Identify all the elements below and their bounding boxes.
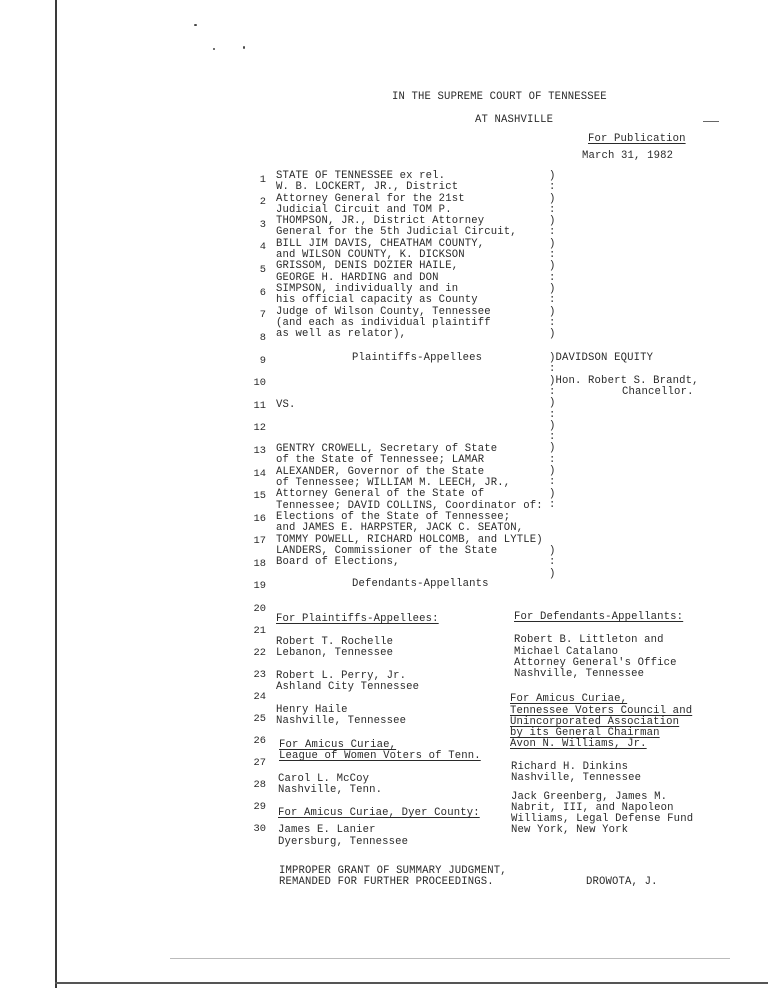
venue: )DAVIDSON EQUITY bbox=[549, 352, 654, 364]
counsel-line: Lebanon, Tennessee bbox=[276, 647, 394, 659]
caption-bracket-column: ) : ) : ) : ) : ) : ) : ) : ) bbox=[549, 170, 556, 341]
line-number: 25 bbox=[253, 713, 266, 725]
plaintiffs-line: as well as relator), bbox=[276, 328, 407, 340]
line-number: 7 bbox=[259, 309, 266, 321]
amicus-voters-council-line: Tennessee Voters Council and bbox=[510, 705, 693, 717]
plaintiffs-role: Plaintiffs-Appellees bbox=[352, 352, 483, 364]
defendants-line: of Tennessee; WILLIAM M. LEECH, JR., bbox=[276, 477, 511, 489]
publication-status: For Publication bbox=[588, 133, 686, 145]
line-number: 5 bbox=[259, 264, 266, 276]
caption-bracket-column: : ) : ) : ) : ) : ) : bbox=[549, 386, 556, 511]
plaintiffs-line: GRISSOM, DENIS DOZIER HAILE, bbox=[276, 260, 459, 272]
plaintiffs-line: (and each as individual plaintiff bbox=[276, 317, 491, 329]
plaintiffs-line: STATE OF TENNESSEE ex rel. bbox=[276, 170, 446, 182]
line-number: 29 bbox=[253, 801, 266, 813]
amicus-voters-council-line: Avon N. Williams, Jr. bbox=[510, 738, 647, 750]
opinion-author: DROWOTA, J. bbox=[586, 876, 658, 888]
line-number: 19 bbox=[253, 580, 266, 592]
counsel-heading-defendants: For Defendants-Appellants: bbox=[514, 611, 684, 623]
plaintiffs-line: his official capacity as County bbox=[276, 294, 478, 306]
defendants-line: Elections of the State of Tennessee; bbox=[276, 511, 511, 523]
line-number: 20 bbox=[253, 603, 266, 615]
plaintiffs-line: Judicial Circuit and TOM P. bbox=[276, 204, 452, 216]
counsel-line: Nabrit, III, and Napoleon bbox=[511, 802, 674, 814]
scan-speck bbox=[194, 24, 197, 26]
amicus-heading-dyer: For Amicus Curiae, Dyer County: bbox=[278, 807, 480, 819]
line-number: 1 bbox=[259, 174, 266, 186]
line-number: 27 bbox=[253, 757, 266, 769]
line-number: 23 bbox=[253, 669, 266, 681]
counsel-line: New York, New York bbox=[511, 824, 629, 836]
defendants-line: ALEXANDER, Governor of the State bbox=[276, 466, 485, 478]
counsel-line: Jack Greenberg, James M. bbox=[511, 791, 668, 803]
scan-edge-left bbox=[55, 0, 57, 988]
counsel-line: Dyersburg, Tennessee bbox=[278, 836, 409, 848]
line-number: 9 bbox=[259, 355, 266, 367]
line-number: 3 bbox=[259, 219, 266, 231]
judge-line-2: Chancellor. bbox=[622, 386, 694, 398]
plaintiffs-line: W. B. LOCKERT, JR., District bbox=[276, 181, 459, 193]
defendants-line: Attorney General of the State of bbox=[276, 488, 485, 500]
counsel-line: Ashland City Tennessee bbox=[276, 681, 420, 693]
caption-bracket-column: ) : ) bbox=[549, 545, 556, 580]
counsel-line: Carol L. McCoy bbox=[278, 773, 370, 785]
plaintiffs-line: GEORGE H. HARDING and DON bbox=[276, 272, 439, 284]
line-number: 24 bbox=[253, 691, 266, 703]
defendants-line: LANDERS, Commissioner of the State bbox=[276, 545, 498, 557]
defendants-line: of the State of Tennessee; LAMAR bbox=[276, 454, 485, 466]
defendants-role: Defendants-Appellants bbox=[352, 578, 489, 590]
decision-date: March 31, 1982 bbox=[582, 150, 674, 162]
line-number: 15 bbox=[253, 490, 266, 502]
line-number: 22 bbox=[253, 647, 266, 659]
plaintiffs-line: General for the 5th Judicial Circuit, bbox=[276, 226, 517, 238]
plaintiffs-line: BILL JIM DAVIS, CHEATHAM COUNTY, bbox=[276, 238, 485, 250]
counsel-line: Robert T. Rochelle bbox=[276, 636, 394, 648]
line-number: 18 bbox=[253, 558, 266, 570]
defendants-line: and JAMES E. HARPSTER, JACK C. SEATON, bbox=[276, 522, 524, 534]
scan-speck bbox=[213, 48, 215, 50]
scan-speck bbox=[243, 46, 245, 49]
counsel-line: Nashville, Tenn. bbox=[278, 784, 383, 796]
line-number: 4 bbox=[259, 241, 266, 253]
judge-line-1: )Hon. Robert S. Brandt, bbox=[549, 375, 699, 387]
line-number: 17 bbox=[253, 535, 266, 547]
line-number: 13 bbox=[253, 445, 266, 457]
versus: VS. bbox=[276, 399, 296, 411]
line-number: 2 bbox=[259, 196, 266, 208]
counsel-line: Nashville, Tennessee bbox=[276, 715, 407, 727]
amicus-league-name: League of Women Voters of Tenn. bbox=[279, 750, 481, 762]
line-number: 6 bbox=[259, 287, 266, 299]
amicus-voters-council-line: by its General Chairman bbox=[510, 727, 660, 739]
counsel-line: James E. Lanier bbox=[278, 824, 376, 836]
line-number: 12 bbox=[253, 422, 266, 434]
scan-artifact-line bbox=[170, 958, 730, 959]
plaintiffs-line: Judge of Wilson County, Tennessee bbox=[276, 306, 491, 318]
line-number: 14 bbox=[253, 468, 266, 480]
disposition-line-2: REMANDED FOR FURTHER PROCEEDINGS. bbox=[279, 876, 494, 888]
counsel-line: Robert B. Littleton and bbox=[514, 634, 664, 646]
counsel-line: Nashville, Tennessee bbox=[511, 772, 642, 784]
defendants-line: GENTRY CROWELL, Secretary of State bbox=[276, 443, 498, 455]
counsel-heading-plaintiffs: For Plaintiffs-Appellees: bbox=[276, 613, 439, 625]
counsel-line: Richard H. Dinkins bbox=[511, 761, 629, 773]
amicus-heading-league: For Amicus Curiae, bbox=[279, 739, 397, 751]
scan-edge-bottom bbox=[55, 982, 768, 984]
defendants-line: TOMMY POWELL, RICHARD HOLCOMB, and LYTLE) bbox=[276, 534, 543, 546]
defendants-line: Board of Elections, bbox=[276, 556, 400, 568]
plaintiffs-line: Attorney General for the 21st bbox=[276, 193, 465, 205]
disposition-line-1: IMPROPER GRANT OF SUMMARY JUDGMENT, bbox=[279, 865, 507, 877]
plaintiffs-line: THOMPSON, JR., District Attorney bbox=[276, 215, 485, 227]
counsel-line: Robert L. Perry, Jr. bbox=[276, 670, 407, 682]
defendants-line: Tennessee; DAVID COLLINS, Coordinator of: bbox=[276, 500, 543, 512]
plaintiffs-line: and WILSON COUNTY, K. DICKSON bbox=[276, 249, 465, 261]
line-number: 30 bbox=[253, 823, 266, 835]
counsel-line: Williams, Legal Defense Fund bbox=[511, 813, 694, 825]
line-number: 10 bbox=[253, 377, 266, 389]
caption-bracket-column: : bbox=[549, 363, 556, 375]
line-number: 28 bbox=[253, 779, 266, 791]
court-location: AT NASHVILLE bbox=[475, 114, 554, 126]
counsel-line: Attorney General's Office bbox=[514, 657, 677, 669]
counsel-line: Nashville, Tennessee bbox=[514, 668, 645, 680]
plaintiffs-line: SIMPSON, individually and in bbox=[276, 283, 459, 295]
line-number: 11 bbox=[253, 400, 266, 412]
line-number: 26 bbox=[253, 735, 266, 747]
amicus-heading-voters-council: For Amicus Curiae, bbox=[510, 693, 628, 705]
counsel-line: Henry Haile bbox=[276, 704, 348, 716]
scan-artifact-dash bbox=[703, 121, 719, 122]
counsel-line: Michael Catalano bbox=[514, 646, 619, 658]
line-number: 16 bbox=[253, 513, 266, 525]
court-name: IN THE SUPREME COURT OF TENNESSEE bbox=[392, 91, 607, 103]
amicus-voters-council-line: Unincorporated Association bbox=[510, 716, 680, 728]
line-number: 21 bbox=[253, 625, 266, 637]
line-number: 8 bbox=[259, 332, 266, 344]
